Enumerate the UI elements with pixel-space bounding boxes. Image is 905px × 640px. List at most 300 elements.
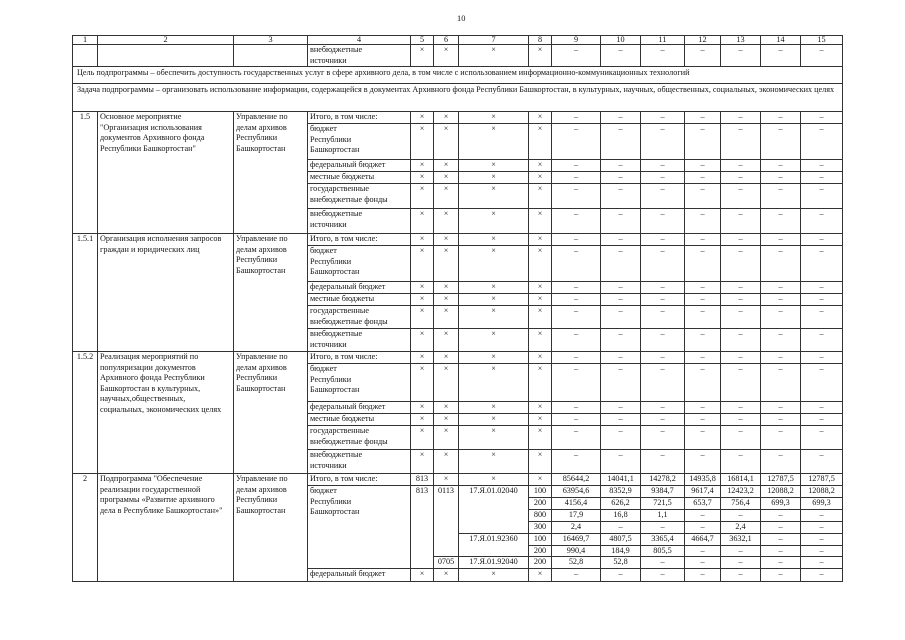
value-cell: –: [601, 246, 641, 282]
code-cell: ×: [459, 402, 529, 414]
code-cell: ×: [529, 294, 552, 306]
value-cell: –: [552, 209, 601, 234]
value-cell: –: [641, 557, 685, 569]
value-cell: –: [601, 234, 641, 246]
value-cell: 4664,7: [685, 533, 721, 545]
value-cell: –: [685, 112, 721, 124]
code-cell: ×: [459, 112, 529, 124]
funding-source-label-text: местные бюджеты: [310, 414, 375, 423]
column-number: 15: [801, 36, 843, 45]
value-cell: –: [552, 294, 601, 306]
value-cell: –: [685, 282, 721, 294]
funding-source-label: [308, 306, 411, 329]
code-cell: ×: [529, 112, 552, 124]
value-cell: –: [761, 172, 801, 184]
value-cell: –: [641, 234, 685, 246]
value-cell: –: [761, 112, 801, 124]
value-cell: –: [685, 124, 721, 160]
code-cell: ×: [529, 209, 552, 234]
code-cell: ×: [434, 426, 459, 450]
value-cell: 14278,2: [641, 474, 685, 486]
value-cell: –: [685, 426, 721, 450]
value-cell: 805,5: [641, 545, 685, 557]
code-cell: ×: [459, 569, 529, 582]
funding-row: [73, 112, 843, 124]
value-cell: –: [761, 364, 801, 402]
column-number: 13: [721, 36, 761, 45]
value-cell: –: [552, 569, 601, 582]
value-cell: –: [801, 306, 843, 329]
code-cell: ×: [411, 569, 434, 582]
code-cell: ×: [529, 364, 552, 402]
value-cell: –: [552, 184, 601, 209]
column-number: 14: [761, 36, 801, 45]
value-cell: –: [641, 124, 685, 160]
funding-source-label: [308, 364, 411, 402]
value-cell: –: [641, 209, 685, 234]
activity-name: Реализация мероприятий по популяризации документов Архивного фонда Республики Башкортостан в культурных, научных,общественных, социальных, экономических целях: [98, 352, 234, 474]
value-cell: –: [641, 306, 685, 329]
value-cell: –: [552, 160, 601, 172]
value-cell: –: [801, 246, 843, 282]
column-number: 1: [73, 36, 98, 45]
value-cell: –: [721, 352, 761, 364]
code-cell: ×: [459, 246, 529, 282]
value-cell: 3632,1: [721, 533, 761, 545]
value-cell: –: [761, 209, 801, 234]
funding-source-label: [308, 282, 411, 294]
funding-source-label-text: федеральный бюджет: [310, 402, 386, 411]
code-cell: ×: [411, 329, 434, 352]
value-cell: –: [601, 282, 641, 294]
value-cell: –: [641, 184, 685, 209]
value-cell: –: [761, 234, 801, 246]
code-cell: ×: [529, 282, 552, 294]
code-cell: ×: [411, 172, 434, 184]
code-cell: 100: [529, 533, 552, 545]
funding-source-label-text: внебюджетные источники: [310, 45, 363, 65]
value-cell: –: [761, 184, 801, 209]
value-cell: 699,3: [801, 498, 843, 510]
value-cell: –: [641, 329, 685, 352]
code-cell: 300: [529, 521, 552, 533]
code-cell: ×: [434, 306, 459, 329]
code-cell: 813: [411, 486, 434, 569]
value-cell: –: [601, 184, 641, 209]
column-number: 4: [308, 36, 411, 45]
value-cell: –: [801, 402, 843, 414]
code-cell: ×: [459, 474, 529, 486]
value-cell: 16469,7: [552, 533, 601, 545]
value-cell: –: [685, 184, 721, 209]
funding-source-label: [308, 246, 411, 282]
value-cell: –: [721, 426, 761, 450]
column-number: 7: [459, 36, 529, 45]
value-cell: –: [801, 414, 843, 426]
value-cell: –: [761, 533, 801, 545]
code-cell: ×: [529, 402, 552, 414]
code-cell: ×: [434, 352, 459, 364]
funding-source-label: [308, 450, 411, 474]
code-cell: ×: [459, 124, 529, 160]
funding-source-label: [308, 329, 411, 352]
value-cell: –: [641, 294, 685, 306]
value-cell: –: [721, 282, 761, 294]
code-cell: 17.Я.01.92040: [459, 557, 529, 569]
value-cell: 2,4: [552, 521, 601, 533]
code-cell: ×: [434, 172, 459, 184]
code-cell: ×: [411, 160, 434, 172]
value-cell: 184,9: [601, 545, 641, 557]
goal-row: [73, 67, 843, 84]
value-cell: –: [801, 364, 843, 402]
code-cell: ×: [411, 294, 434, 306]
responsible-executor: Управление по делам архивов Республики Башкортостан: [234, 234, 308, 352]
value-cell: –: [721, 184, 761, 209]
value-cell: –: [601, 45, 641, 67]
funding-source-label: [308, 209, 411, 234]
value-cell: –: [601, 426, 641, 450]
value-cell: 14935,8: [685, 474, 721, 486]
value-cell: –: [801, 329, 843, 352]
funding-source-label: [308, 414, 411, 426]
subprogram-total-row: [73, 474, 843, 486]
code-cell: ×: [459, 414, 529, 426]
code-cell: ×: [411, 184, 434, 209]
value-cell: –: [552, 450, 601, 474]
continuation-row: [73, 45, 843, 67]
funding-source-label-text: бюджет Республики Башкортостан: [310, 364, 360, 394]
empty-cell: [234, 45, 308, 67]
value-cell: –: [685, 414, 721, 426]
subprogram-number: 2: [73, 474, 98, 582]
value-cell: –: [552, 234, 601, 246]
funding-source-label-text: внебюджетные источники: [310, 209, 363, 229]
value-cell: –: [552, 112, 601, 124]
column-number: 2: [98, 36, 234, 45]
value-cell: 12787,5: [761, 474, 801, 486]
code-cell: 200: [529, 545, 552, 557]
value-cell: –: [601, 160, 641, 172]
funding-source-label: [308, 172, 411, 184]
value-cell: 4156,4: [552, 498, 601, 510]
value-cell: 17,9: [552, 510, 601, 522]
value-cell: 12787,5: [801, 474, 843, 486]
value-cell: –: [801, 45, 843, 67]
value-cell: –: [552, 426, 601, 450]
code-cell: ×: [459, 234, 529, 246]
code-cell: ×: [434, 124, 459, 160]
value-cell: –: [721, 112, 761, 124]
value-cell: –: [761, 414, 801, 426]
code-cell: ×: [434, 282, 459, 294]
funding-source-label-text: Итого, в том числе:: [310, 352, 378, 361]
funding-source-label-text: внебюджетные источники: [310, 329, 363, 349]
funding-source-label-text: федеральный бюджет: [310, 282, 386, 291]
funding-source-label-text: бюджет Республики Башкортостан: [310, 124, 360, 154]
funding-source-label: [308, 184, 411, 209]
value-cell: –: [721, 172, 761, 184]
funding-source-label: [308, 45, 411, 67]
value-cell: –: [761, 306, 801, 329]
value-cell: –: [721, 124, 761, 160]
code-cell: ×: [411, 414, 434, 426]
code-cell: ×: [411, 45, 434, 67]
value-cell: –: [552, 414, 601, 426]
funding-row: [73, 352, 843, 364]
code-cell: 17.Я.01.02040: [459, 486, 529, 534]
funding-source-label: [308, 352, 411, 364]
funding-source-label-text: местные бюджеты: [310, 294, 375, 303]
value-cell: 990,4: [552, 545, 601, 557]
funding-source-label-text: Итого, в том числе:: [310, 474, 378, 483]
value-cell: –: [685, 569, 721, 582]
value-cell: 16814,1: [721, 474, 761, 486]
value-cell: –: [685, 172, 721, 184]
code-cell: ×: [459, 184, 529, 209]
code-cell: ×: [529, 246, 552, 282]
value-cell: –: [801, 569, 843, 582]
value-cell: –: [761, 569, 801, 582]
value-cell: –: [685, 521, 721, 533]
code-cell: ×: [411, 234, 434, 246]
code-cell: ×: [459, 306, 529, 329]
value-cell: –: [601, 124, 641, 160]
responsible-executor: Управление по делам архивов Республики Башкортостан: [234, 474, 308, 582]
subprogram-task: Задача подпрограммы – организовать использование информации, содержащейся в документах Архивного фонда Республики Башкортостан, в культурных, научных, общественных, социальных, экономических целях: [73, 84, 843, 112]
funding-source-label-text: Итого, в том числе:: [310, 112, 378, 121]
responsible-executor: Управление по делам архивов Республики Башкортостан: [234, 352, 308, 474]
value-cell: –: [801, 124, 843, 160]
value-cell: –: [801, 234, 843, 246]
value-cell: –: [685, 234, 721, 246]
code-cell: ×: [434, 209, 459, 234]
value-cell: –: [801, 450, 843, 474]
value-cell: –: [601, 209, 641, 234]
value-cell: –: [685, 545, 721, 557]
value-cell: –: [801, 282, 843, 294]
value-cell: –: [601, 414, 641, 426]
value-cell: –: [685, 209, 721, 234]
value-cell: –: [641, 569, 685, 582]
code-cell: ×: [434, 112, 459, 124]
value-cell: –: [761, 521, 801, 533]
value-cell: –: [641, 112, 685, 124]
code-cell: ×: [411, 246, 434, 282]
funding-source-label: [308, 402, 411, 414]
value-cell: –: [721, 246, 761, 282]
value-cell: –: [641, 282, 685, 294]
value-cell: –: [761, 160, 801, 172]
funding-source-label: [308, 426, 411, 450]
value-cell: 699,3: [761, 498, 801, 510]
value-cell: –: [601, 172, 641, 184]
value-cell: –: [721, 414, 761, 426]
code-cell: ×: [529, 569, 552, 582]
value-cell: –: [721, 234, 761, 246]
funding-row: [73, 234, 843, 246]
value-cell: 9617,4: [685, 486, 721, 498]
code-cell: ×: [529, 329, 552, 352]
value-cell: –: [641, 352, 685, 364]
value-cell: –: [552, 329, 601, 352]
responsible-executor: Управление по делам архивов Республики Башкортостан: [234, 112, 308, 234]
value-cell: –: [601, 569, 641, 582]
code-cell: ×: [459, 160, 529, 172]
value-cell: 52,8: [552, 557, 601, 569]
value-cell: –: [801, 184, 843, 209]
code-cell: ×: [529, 306, 552, 329]
value-cell: –: [721, 569, 761, 582]
table-body: [73, 36, 843, 582]
code-cell: ×: [459, 172, 529, 184]
value-cell: 4807,5: [601, 533, 641, 545]
value-cell: –: [685, 402, 721, 414]
code-cell: ×: [459, 282, 529, 294]
value-cell: –: [552, 364, 601, 402]
value-cell: –: [641, 414, 685, 426]
value-cell: 1,1: [641, 510, 685, 522]
code-cell: ×: [529, 352, 552, 364]
funding-source-label-text: Итого, в том числе:: [310, 234, 378, 243]
value-cell: –: [761, 402, 801, 414]
value-cell: –: [552, 306, 601, 329]
value-cell: –: [721, 45, 761, 67]
value-cell: –: [641, 450, 685, 474]
code-cell: 100: [529, 486, 552, 498]
value-cell: –: [801, 112, 843, 124]
value-cell: –: [801, 160, 843, 172]
funding-source-label: [308, 474, 411, 486]
empty-cell: [98, 45, 234, 67]
value-cell: 14041,1: [601, 474, 641, 486]
value-cell: –: [721, 209, 761, 234]
value-cell: –: [801, 426, 843, 450]
value-cell: –: [641, 364, 685, 402]
code-cell: ×: [411, 352, 434, 364]
column-number-row: [73, 36, 843, 45]
code-cell: ×: [411, 402, 434, 414]
column-number: 11: [641, 36, 685, 45]
value-cell: 52,8: [601, 557, 641, 569]
column-number: 10: [601, 36, 641, 45]
code-cell: ×: [434, 414, 459, 426]
value-cell: –: [641, 160, 685, 172]
code-cell: ×: [459, 450, 529, 474]
value-cell: –: [721, 364, 761, 402]
code-cell: ×: [529, 124, 552, 160]
value-cell: –: [721, 294, 761, 306]
value-cell: –: [685, 246, 721, 282]
value-cell: 626,2: [601, 498, 641, 510]
value-cell: –: [601, 112, 641, 124]
funding-source-label: [308, 486, 411, 569]
value-cell: –: [641, 426, 685, 450]
value-cell: –: [552, 402, 601, 414]
code-cell: ×: [434, 160, 459, 172]
value-cell: 12423,2: [721, 486, 761, 498]
activity-number: 1.5: [73, 112, 98, 234]
code-cell: ×: [529, 172, 552, 184]
value-cell: –: [801, 521, 843, 533]
value-cell: –: [552, 45, 601, 67]
funding-source-label-text: местные бюджеты: [310, 172, 375, 181]
value-cell: –: [721, 545, 761, 557]
code-cell: ×: [434, 234, 459, 246]
code-cell: 813: [411, 474, 434, 486]
value-cell: 8352,9: [601, 486, 641, 498]
value-cell: –: [721, 329, 761, 352]
code-cell: ×: [529, 474, 552, 486]
funding-source-label-text: бюджет Республики Башкортостан: [310, 246, 360, 276]
value-cell: –: [761, 45, 801, 67]
code-cell: ×: [434, 402, 459, 414]
value-cell: –: [685, 364, 721, 402]
code-cell: 200: [529, 557, 552, 569]
value-cell: –: [721, 557, 761, 569]
funding-source-label: [308, 234, 411, 246]
code-cell: ×: [411, 306, 434, 329]
code-cell: ×: [411, 112, 434, 124]
value-cell: –: [685, 557, 721, 569]
funding-source-label-text: федеральный бюджет: [310, 569, 386, 578]
code-cell: ×: [411, 282, 434, 294]
value-cell: –: [601, 521, 641, 533]
value-cell: –: [801, 533, 843, 545]
code-cell: ×: [529, 450, 552, 474]
value-cell: 12088,2: [801, 486, 843, 498]
code-cell: ×: [434, 364, 459, 402]
code-cell: ×: [434, 450, 459, 474]
value-cell: –: [685, 294, 721, 306]
value-cell: –: [685, 329, 721, 352]
code-cell: 17.Я.01.92360: [459, 533, 529, 557]
code-cell: ×: [529, 45, 552, 67]
value-cell: –: [761, 545, 801, 557]
funding-source-label: [308, 294, 411, 306]
value-cell: 85644,2: [552, 474, 601, 486]
value-cell: –: [761, 294, 801, 306]
code-cell: ×: [529, 414, 552, 426]
code-cell: 0113: [434, 486, 459, 557]
value-cell: –: [601, 402, 641, 414]
value-cell: 653,7: [685, 498, 721, 510]
code-cell: 200: [529, 498, 552, 510]
value-cell: –: [761, 246, 801, 282]
code-cell: ×: [434, 569, 459, 582]
value-cell: –: [685, 352, 721, 364]
value-cell: 16,8: [601, 510, 641, 522]
code-cell: ×: [459, 45, 529, 67]
code-cell: 800: [529, 510, 552, 522]
value-cell: 63954,6: [552, 486, 601, 498]
value-cell: –: [801, 557, 843, 569]
code-cell: ×: [411, 450, 434, 474]
value-cell: –: [641, 172, 685, 184]
value-cell: –: [641, 402, 685, 414]
column-number: 3: [234, 36, 308, 45]
value-cell: –: [721, 160, 761, 172]
activity-name: Организация исполнения запросов граждан и юридических лиц: [98, 234, 234, 352]
value-cell: –: [685, 510, 721, 522]
activity-name: Основное мероприятие "Организация использования документов Архивного фонда Республики Башкортостан": [98, 112, 234, 234]
value-cell: –: [761, 124, 801, 160]
code-cell: ×: [434, 246, 459, 282]
column-number: 12: [685, 36, 721, 45]
value-cell: –: [801, 294, 843, 306]
value-cell: –: [685, 450, 721, 474]
value-cell: –: [801, 352, 843, 364]
